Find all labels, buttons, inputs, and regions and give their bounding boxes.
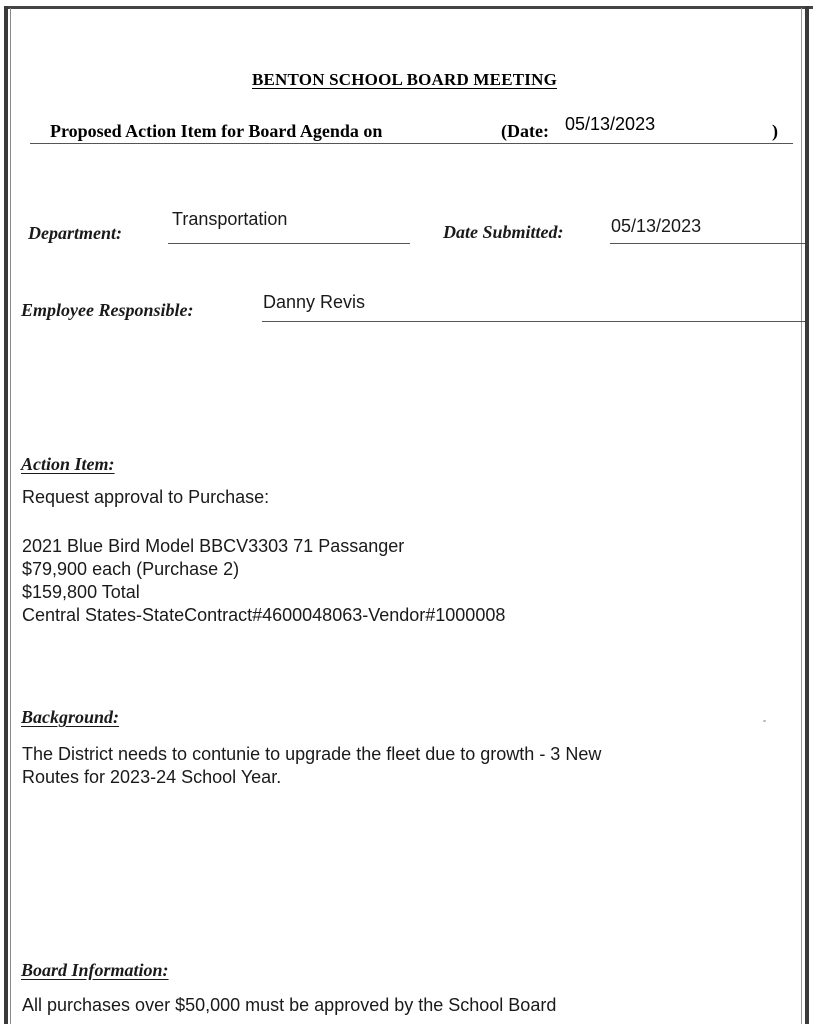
board-information-line: All purchases over $50,000 must be approved by the School Board [22,995,557,1015]
action-item-details [22,535,505,627]
background-heading: Background: [21,707,120,727]
page-border-right [805,6,809,1024]
background-line: The District needs to contunie to upgrade the fleet due to growth - 3 New [22,744,602,764]
date-submitted-label: Date Submitted: [443,222,564,242]
page-border-left [4,6,8,1024]
employee-underline [262,321,805,322]
department-underline [168,243,410,244]
page-border-right-inner [801,8,802,1024]
action-item-line: Request approval to Purchase: [22,487,270,507]
background-text [22,743,601,789]
action-item-line: $159,800 Total [22,582,140,602]
action-item-line: Central States-StateContract#4600048063-Vendor#1000008 [22,605,506,625]
department-value: Transportation [172,209,288,229]
background-line: Routes for 2023-24 School Year. [22,767,282,787]
department-label: Department: [28,223,122,243]
action-item-line: 2021 Blue Bird Model BBCV3303 71 Passanger [22,536,405,556]
action-item-line: $79,900 each (Purchase 2) [22,559,240,579]
agenda-date-label: (Date: [501,121,549,141]
board-information-heading: Board Information: [21,960,169,980]
document-title-text: BENTON SCHOOL BOARD MEETING [251,70,557,89]
page-border-top [4,6,813,9]
page-border-left-inner [10,8,11,1024]
employee-responsible-label: Employee Responsible: [21,300,194,320]
agenda-date-value: 05/13/2023 [565,114,656,134]
date-submitted-underline [610,243,805,244]
action-item-request [22,486,269,509]
scan-speck [763,720,766,722]
employee-responsible-value: Danny Revis [263,292,366,312]
date-submitted-value: 05/13/2023 [611,216,702,236]
proposed-action-label: Proposed Action Item for Board Agenda on [50,121,383,141]
action-item-heading: Action Item: [21,454,115,474]
document-title [0,70,819,90]
agenda-date-close: ) [772,121,778,141]
agenda-underline [30,143,793,144]
board-information-text [22,994,556,1017]
